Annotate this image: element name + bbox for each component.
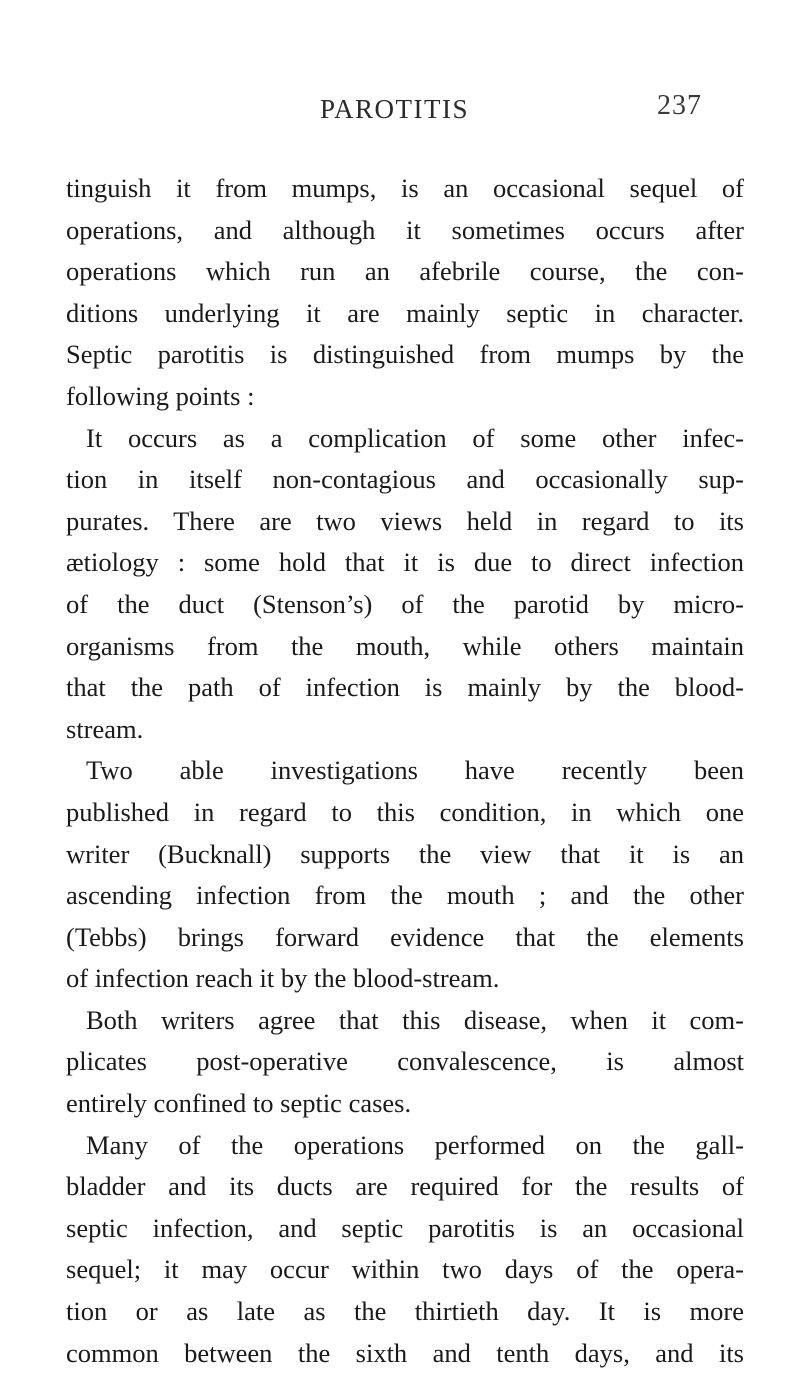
text-line: entirely confined to septic cases. bbox=[66, 1088, 412, 1119]
text-line: writer (Bucknall) supports the view that it is an bbox=[66, 838, 744, 869]
text-line: published in regard to this condition, in which one bbox=[66, 796, 744, 827]
text-line: (Tebbs) brings forward evidence that the elements bbox=[66, 921, 744, 952]
text-line: that the path of infection is mainly by the blood- bbox=[66, 672, 744, 703]
text-line: septic infection, and septic parotitis is an occasional bbox=[66, 1212, 744, 1243]
text-line: operations, and although it sometimes occurs after bbox=[66, 214, 744, 245]
page-number: 237 bbox=[657, 90, 702, 121]
running-title: PAROTITIS bbox=[320, 94, 470, 124]
text-line: plicates post-operative convalescence, is almost bbox=[66, 1046, 744, 1077]
text-line: tion or as late as the thirtieth day. It is more bbox=[66, 1296, 744, 1327]
text-line: operations which run an afebrile course, the con- bbox=[66, 256, 744, 287]
text-line: Septic parotitis is distinguished from mumps by the bbox=[66, 339, 744, 370]
text-line: ætiology : some hold that it is due to direct infection bbox=[66, 547, 744, 578]
text-line: of the duct (Stenson’s) of the parotid by micro- bbox=[66, 588, 744, 619]
text-line: stream. bbox=[66, 713, 144, 744]
running-head bbox=[0, 88, 800, 128]
text-line: purates. There are two views held in regard to its bbox=[66, 505, 744, 536]
text-line: Many of the operations performed on the gall- bbox=[86, 1129, 744, 1160]
text-line: sequel; it may occur within two days of the opera- bbox=[66, 1254, 744, 1285]
text-line: Two able investigations have recently been bbox=[86, 755, 744, 786]
body-text bbox=[66, 168, 744, 1374]
text-line: Both writers agree that this disease, when it com- bbox=[86, 1004, 744, 1035]
text-line: common between the sixth and tenth days, and its bbox=[66, 1337, 744, 1368]
text-line: tinguish it from mumps, is an occasional sequel of bbox=[66, 173, 744, 203]
text-line: It occurs as a complication of some other infec- bbox=[86, 422, 744, 453]
text-line: ditions underlying it are mainly septic in character. bbox=[66, 297, 744, 328]
text-line: of infection reach it by the blood-stream. bbox=[66, 963, 500, 994]
text-line: bladder and its ducts are required for the results of bbox=[66, 1171, 744, 1202]
text-line: tion in itself non-contagious and occasionally sup- bbox=[66, 464, 744, 495]
text-line: following points : bbox=[66, 380, 255, 411]
text-line: organisms from the mouth, while others maintain bbox=[66, 630, 744, 661]
text-line: ascending infection from the mouth ; and the other bbox=[66, 880, 744, 911]
